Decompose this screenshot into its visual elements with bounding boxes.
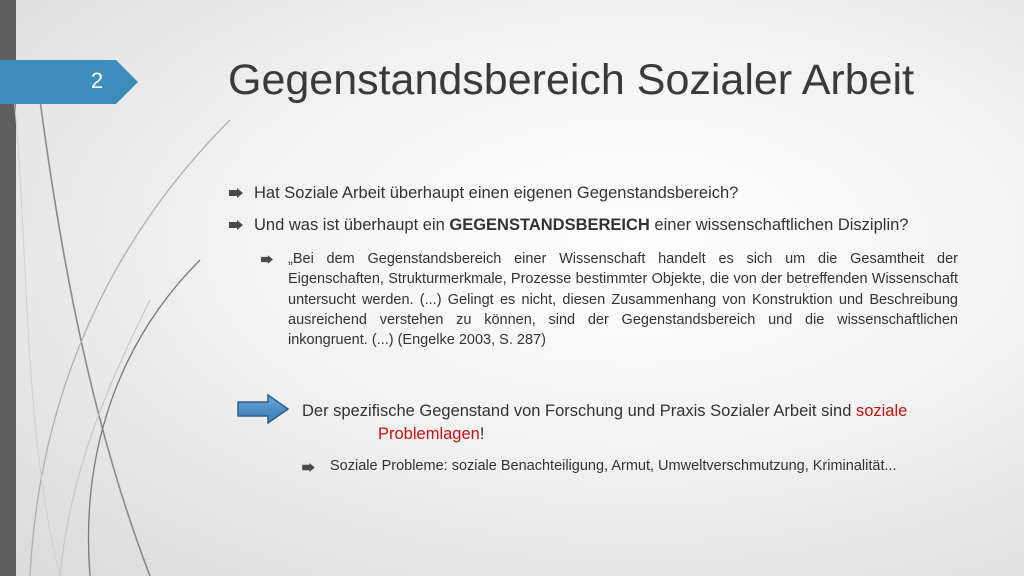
bullet-question-1: Hat Soziale Arbeit überhaupt einen eigenen Gegenstandsbereich? (254, 184, 739, 202)
bullet-question-2 (254, 216, 908, 236)
sub-bullet-arrow-icon (302, 463, 315, 472)
bullet-text: Und was ist überhaupt ein (254, 216, 450, 234)
bullet-arrow-icon (229, 220, 243, 230)
social-problems-bullet: Soziale Probleme: soziale Benachteiligung, Armut, Umweltverschmutzung, Kriminalität... (330, 458, 897, 474)
definition-quote: „Bei dem Gegenstandsbereich einer Wissenschaft handelt es sich um die Gesamtheit der Eigenschaften, Strukturmerkmale, Prozesse bestimmter Objekte, die von der betreffenden Wissenschaft untersucht werden. (...) Gelingt es nicht, diesen Zusammenhang von Konstruktion und Beschreibung ausreichend verstehen zu können, sind der Gegenstandsbereich und die wissenschaftlichen inkongruent. (...) (Engelke 2003, S. 287) (288, 251, 958, 349)
slide-title: Gegenstandsbereich Sozialer Arbeit (228, 56, 915, 104)
sub-bullet-arrow-icon (261, 255, 273, 264)
conclusion-highlight: Problemlagen (378, 425, 480, 443)
slide-number: 2 (90, 68, 104, 93)
conclusion-text: ! (479, 425, 485, 443)
bullet-arrow-icon (229, 188, 243, 198)
right-arrow-icon (236, 394, 290, 424)
bullet-bold-term: GEGENSTANDSBEREICH (449, 216, 650, 234)
slide-number-tab (0, 60, 140, 104)
conclusion-line-2 (302, 423, 962, 446)
conclusion-text: Der spezifische Gegenstand von Forschung und Praxis Sozialer Arbeit sind (302, 402, 856, 420)
conclusion-statement (302, 400, 962, 446)
conclusion-highlight: soziale (855, 402, 908, 420)
bullet-text: einer wissenschaftlichen Disziplin? (649, 216, 909, 234)
